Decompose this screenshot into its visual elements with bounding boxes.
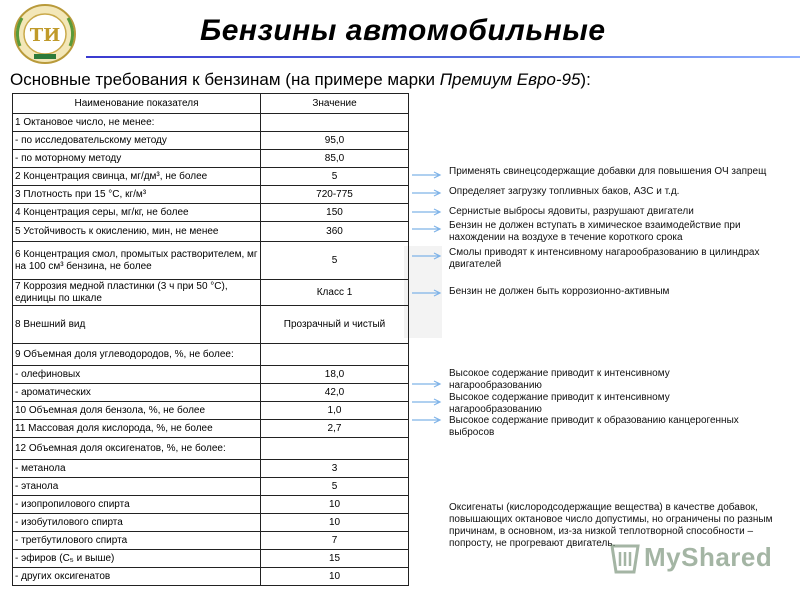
indicator-name: - других оксигенатов	[13, 568, 261, 586]
indicator-value	[261, 344, 409, 366]
subtitle	[10, 70, 591, 90]
indicator-name: 5 Устойчивость к окислению, мин, не менее	[13, 222, 261, 242]
indicator-value: 360	[261, 222, 409, 242]
table-row	[13, 344, 409, 366]
indicator-value: 15	[261, 550, 409, 568]
annotation-note: Применять свинецсодержащие добавки для повышения ОЧ запрещ	[449, 166, 767, 177]
subtitle-end: ):	[580, 70, 591, 89]
indicator-name: - олефиновых	[13, 366, 261, 384]
indicator-value: 5	[261, 478, 409, 496]
table-row	[13, 306, 409, 344]
table-row	[13, 132, 409, 150]
arrow-right-icon	[412, 398, 442, 406]
indicator-value: 7	[261, 532, 409, 550]
indicator-name: 6 Концентрация смол, промытых растворителем, мг на 100 см³ бензина, не более	[13, 242, 261, 280]
indicator-value: 5	[261, 242, 409, 280]
indicator-name: 2 Концентрация свинца, мг/дм³, не более	[13, 168, 261, 186]
indicator-name: - метанола	[13, 460, 261, 478]
table-row	[13, 402, 409, 420]
indicator-name: 9 Объемная доля углеводородов, %, не более:	[13, 344, 261, 366]
indicator-value: 2,7	[261, 420, 409, 438]
table-row	[13, 438, 409, 460]
indicator-name: - по исследовательскому методу	[13, 132, 261, 150]
requirements-table	[12, 93, 409, 586]
indicator-value: 1,0	[261, 402, 409, 420]
indicator-name: - изобутилового спирта	[13, 514, 261, 532]
indicator-value: 720-775	[261, 186, 409, 204]
indicator-name: - изопропилового спирта	[13, 496, 261, 514]
indicator-value: 95,0	[261, 132, 409, 150]
title-divider	[86, 56, 800, 58]
indicator-value: 150	[261, 204, 409, 222]
indicator-name: - этанола	[13, 478, 261, 496]
indicator-value: Класс 1	[261, 280, 409, 306]
annotation-note: Высокое содержание приводит к интенсивному нагарообразованию	[449, 392, 670, 415]
table-row	[13, 168, 409, 186]
arrow-right-icon	[412, 289, 442, 297]
indicator-value	[261, 114, 409, 132]
table-row	[13, 532, 409, 550]
indicator-name: - по моторному методу	[13, 150, 261, 168]
arrow-right-icon	[412, 171, 442, 179]
table-row	[13, 242, 409, 280]
table-row	[13, 280, 409, 306]
table-row	[13, 150, 409, 168]
table-row	[13, 204, 409, 222]
indicator-name: 1 Октановое число, не менее:	[13, 114, 261, 132]
indicator-name: 4 Концентрация серы, мг/кг, не более	[13, 204, 261, 222]
arrow-right-icon	[412, 189, 442, 197]
arrow-right-icon	[412, 208, 442, 216]
indicator-name: 10 Объемная доля бензола, %, не более	[13, 402, 261, 420]
indicator-name: - эфиров (С₅ и выше)	[13, 550, 261, 568]
indicator-name: 12 Объемная доля оксигенатов, %, не более:	[13, 438, 261, 460]
table-row	[13, 186, 409, 204]
indicator-name: 11 Массовая доля кислорода, %, не более	[13, 420, 261, 438]
table-row	[13, 114, 409, 132]
indicator-value: 10	[261, 568, 409, 586]
arrow-right-icon	[412, 252, 442, 260]
watermark-text: MyShared	[644, 542, 773, 572]
annotation-note: Высокое содержание приводит к интенсивному нагарообразованию	[449, 368, 670, 391]
table-row	[13, 460, 409, 478]
myshared-watermark	[608, 538, 798, 580]
subtitle-brand: Премиум Евро-95	[439, 70, 581, 89]
column-header-value: Значение	[261, 94, 409, 114]
indicator-value: 18,0	[261, 366, 409, 384]
table-row	[13, 222, 409, 242]
table-row	[13, 550, 409, 568]
arrow-right-icon	[412, 380, 442, 388]
indicator-value: 42,0	[261, 384, 409, 402]
table-row	[13, 514, 409, 532]
table-row	[13, 366, 409, 384]
indicator-value: 3	[261, 460, 409, 478]
table-row	[13, 384, 409, 402]
indicator-value	[261, 438, 409, 460]
annotation-note: Высокое содержание приводит к образованию канцерогенных выбросов	[449, 415, 739, 438]
arrow-right-icon	[412, 416, 442, 424]
arrow-right-icon	[412, 225, 442, 233]
table-row	[13, 496, 409, 514]
indicator-value: 10	[261, 496, 409, 514]
indicator-value: 10	[261, 514, 409, 532]
table-row	[13, 420, 409, 438]
page-title: Бензины автомобильные	[200, 14, 606, 47]
indicator-name: 8 Внешний вид	[13, 306, 261, 344]
indicator-value: Прозрачный и чистый	[261, 306, 409, 344]
indicator-value: 85,0	[261, 150, 409, 168]
indicator-name: - ароматических	[13, 384, 261, 402]
indicator-name: 7 Коррозия медной пластинки (3 ч при 50 °С), единицы по шкале	[13, 280, 261, 306]
svg-text:ТИ: ТИ	[29, 25, 61, 46]
annotation-note: Смолы приводят к интенсивному нагарообразованию в цилиндрах двигателей	[449, 247, 760, 270]
table-row	[13, 568, 409, 586]
annotation-note: Бензин не должен быть коррозионно-активным	[449, 286, 670, 297]
annotation-note: Оксигенаты (кислородсодержащие вещества) в качестве добавок, повышающих октановое число допустимы, но ограничены по разным причинам, в основном, из-за низкой теплотворной способности – попросту, не прогревают двигатель.	[449, 502, 773, 549]
subtitle-text: Основные требования к бензинам (на примере марки	[10, 70, 440, 89]
indicator-value: 5	[261, 168, 409, 186]
watermark-logo-icon	[608, 538, 642, 578]
column-header-name: Наименование показателя	[13, 94, 261, 114]
table-row	[13, 478, 409, 496]
indicator-name: - третбутилового спирта	[13, 532, 261, 550]
annotation-note: Сернистые выбросы ядовиты, разрушают двигатели	[449, 206, 694, 217]
table-header-row	[13, 94, 409, 114]
indicator-name: 3 Плотность при 15 °С, кг/м³	[13, 186, 261, 204]
university-emblem-logo	[4, 2, 86, 66]
annotation-note: Бензин не должен вступать в химическое взаимодействие при нахождении на воздухе в течение короткого срока	[449, 220, 741, 243]
annotation-note: Определяет загрузку топливных баков, АЗС и т.д.	[449, 186, 680, 197]
